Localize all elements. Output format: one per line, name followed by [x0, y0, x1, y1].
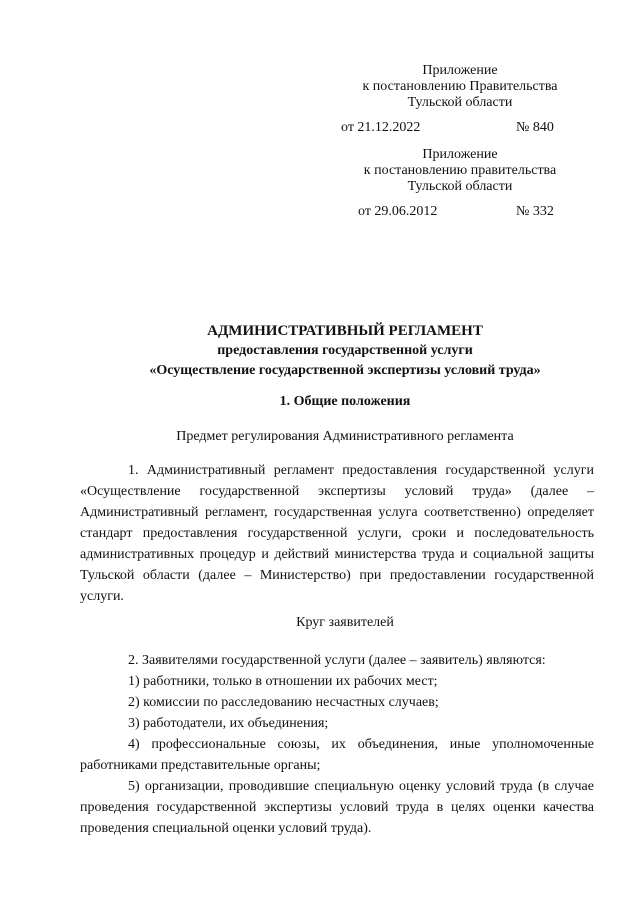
appendix-block-1 [340, 63, 580, 111]
applicants-heading: Круг заявителей [296, 615, 394, 630]
section-1-heading: 1. Общие положения [279, 394, 411, 409]
applicant-item-5: 5) организации, проводившие специальную оценку условий труда (в случае проведения государственной экспертизы условий труда в целях оценки качества проведения специальной оценки условий труда). [80, 779, 594, 836]
appendix-2-line2: к постановлению правительства [363, 163, 557, 178]
appendix-1-number: № 840 [516, 120, 554, 135]
appendix-1-date: от 21.12.2022 [341, 120, 421, 135]
applicant-item-4: 4) профессиональные союзы, их объединения, иные уполномоченные работниками представительные органы; [80, 737, 594, 773]
applicant-item-1: 1) работники, только в отношении их рабочих мест; [128, 674, 438, 689]
applicant-item-2: 2) комиссии по расследованию несчастных случаев; [128, 695, 439, 710]
applicant-item-3: 3) работодатели, их объединения; [128, 716, 329, 731]
title-main: АДМИНИСТРАТИВНЫЙ РЕГЛАМЕНТ [207, 323, 483, 339]
title-sub2: «Осуществление государственной экспертизы условий труда» [149, 363, 541, 378]
title-sub1: предоставления государственной услуги [217, 343, 473, 358]
appendix-1-line2: к постановлению Правительства [362, 79, 558, 94]
appendix-block-2 [340, 147, 580, 195]
appendix-2-date: от 29.06.2012 [358, 204, 438, 219]
appendix-2-number: № 332 [516, 204, 554, 219]
section-1-subheading: Предмет регулирования Административного регламента [176, 429, 514, 444]
appendix-2-line3: Тульской области [407, 179, 513, 194]
appendix-1-line1: Приложение [422, 63, 498, 78]
document-title [60, 321, 630, 381]
paragraph-2: 2. Заявителями государственной услуги (далее – заявитель) являются: [128, 653, 546, 668]
appendix-1-line3: Тульской области [407, 95, 513, 110]
appendix-2-line1: Приложение [422, 147, 498, 162]
paragraph-1: 1. Административный регламент предоставления государственной услуги «Осуществление государственной экспертизы условий труда» (далее – Административный регламент, государственная услуга соответственно) определяет стандарт предоставления государственной услуги, сроки и последовательность административных процедур и действий министерства труда и социальной защиты Тульской области (далее – Министерство) при предоставлении государственной услуги. [80, 463, 594, 604]
